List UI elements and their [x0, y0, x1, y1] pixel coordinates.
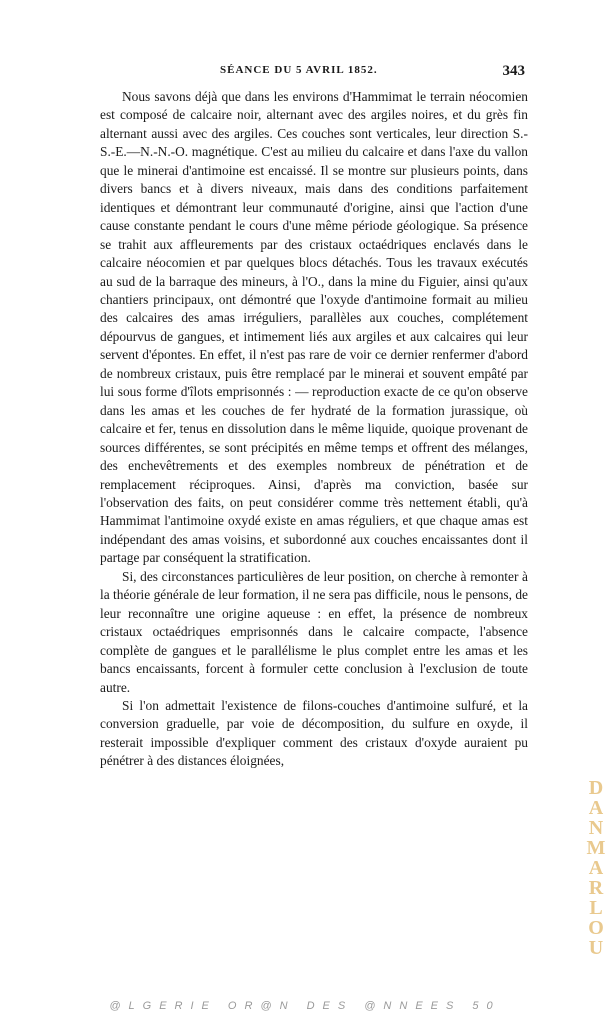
body-text [100, 88, 528, 771]
side-watermark: DANMARLOU [586, 777, 606, 959]
page-number: 343 [502, 63, 525, 79]
paragraph-1: Nous savons déjà que dans les environs d'Hammimat le terrain néocomien est composé de calcaire noir, alternant avec des argiles noires, et du grès fin alternant aussi avec des argiles. Ces couches sont verticales, leur direction S.-S.-E.—N.-N.-O. magnétique. C'est au milieu du calcaire et dans l'axe du vallon que le minerai d'antimoine est encaissé. Il se montre sur plusieurs points, dans divers bancs et à divers niveaux, mais dans des conditions parfaitement identiques et démontrant leur communauté d'origine, ainsi que l'action d'une cause constante pendant le cours d'une même période géologique. Sa présence se trahit aux affleurements par des cristaux octaédriques enclavés dans le calcaire néocomien et par quelques blocs détachés. Tous les travaux exécutés au sud de la barraque des mineurs, à l'O., dans la mine du Figuier, ainsi qu'aux chantiers principaux, ont démontré que l'oxyde d'antimoine formait au milieu des calcaires des amas irréguliers, parallèles aux couches, complétement dépourvus de gangues, et intimement liés aux argiles et aux calcaires qui leur servent d'épontes. En effet, il n'est pas rare de voir ce dernier renfermer d'abord de nombreux cristaux, puis être remplacé par le minerai et souvent empâté par lui sous forme d'îlots emprisonnés : — reproduction exacte de ce qu'on observe dans les amas et les couches de fer hydraté de la formation jurassique, où calcaire et fer, tenus en dissolution dans le même liquide, quoique provenant de sources différentes, se sont précipités en même temps et offrent des mélanges, des enchevêtrements et des exemples nombreux de pénétration et de remplacement réciproques. Ainsi, d'après ma conviction, basée sur l'observation des faits, on peut considérer comme très nettement établi, qu'à Hammimat l'antimoine oxydé existe en amas réguliers, et que chaque amas est indépendant des amas voisins, et subordonné aux couches encaissantes dont il partage par conséquent la stratification. [100, 89, 528, 566]
footer-watermark: @LGERIE OR@N DES @NNEES 50 [109, 1000, 501, 1012]
page-header [100, 64, 530, 84]
running-title: SÉANCE DU 5 AVRIL 1852. [220, 64, 378, 76]
paragraph-3: Si l'on admettait l'existence de filons-couches d'antimoine sulfuré, et la conversion graduelle, par voie de décomposition, du sulfure en oxyde, il resterait impossible d'expliquer comment des cristaux d'oxyde auraient pu pénétrer à des distances éloignées, [100, 697, 528, 769]
paragraph-2: Si, des circonstances particulières de leur position, on cherche à remonter à la théorie générale de leur formation, il ne sera pas difficile, nous le pensons, de leur reconnaître une origine aqueuse : en effet, la présence de nombreux cristaux octaédriques emprisonnés dans le calcaire compacte, l'absence complète de gangues et le parallélisme le plus complet entre les amas et les bancs encaissants, forcent à formuler cette conclusion à l'exclusion de toute autre. [100, 568, 528, 695]
